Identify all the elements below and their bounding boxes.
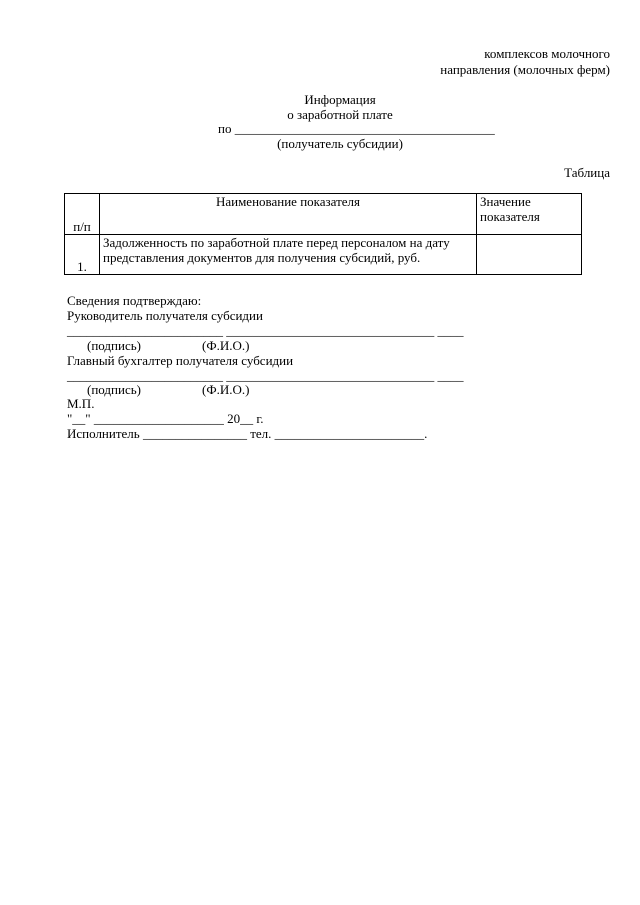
fio-caption-2: (Ф.И.О.) bbox=[202, 382, 250, 397]
fio-caption-1: (Ф.И.О.) bbox=[202, 338, 250, 353]
confirm-text: Сведения подтверждаю: bbox=[67, 293, 202, 308]
header-name: Наименование показателя bbox=[100, 194, 477, 235]
doc-title: Информация bbox=[304, 92, 376, 107]
recipient-caption: (получатель субсидии) bbox=[277, 136, 403, 151]
stamp-label: М.П. bbox=[67, 396, 95, 411]
table-label: Таблица bbox=[564, 165, 610, 180]
header-num: п/п bbox=[65, 194, 100, 235]
header-value: Значение показателя bbox=[477, 194, 582, 235]
signature-line-1: ________________________ ________________________________ ____ bbox=[67, 323, 464, 338]
table-header-row bbox=[65, 194, 582, 235]
header-line-1: комплексов молочного bbox=[484, 46, 610, 61]
executor-line: Исполнитель ________________ тел. _______________________. bbox=[67, 426, 428, 441]
info-table bbox=[64, 193, 582, 275]
date-line: "__" ____________________ 20__ г. bbox=[67, 411, 264, 426]
row-value bbox=[477, 235, 582, 275]
head-label: Руководитель получателя субсидии bbox=[67, 308, 263, 323]
signature-caption-1: (подпись) bbox=[87, 338, 141, 353]
header-line-2: направления (молочных ферм) bbox=[440, 62, 610, 77]
row-name: Задолженность по заработной плате перед персоналом на дату представления документов для получения субсидий, руб. bbox=[100, 235, 477, 275]
recipient-line: по ________________________________________ bbox=[218, 121, 495, 136]
row-num: 1. bbox=[65, 235, 100, 275]
accountant-label: Главный бухгалтер получателя субсидии bbox=[67, 353, 294, 368]
table-row bbox=[65, 235, 582, 275]
signature-line-2: ________________________ ________________________________ ____ bbox=[67, 368, 464, 383]
signature-caption-2: (подпись) bbox=[87, 382, 141, 397]
doc-subtitle: о заработной плате bbox=[287, 107, 393, 122]
